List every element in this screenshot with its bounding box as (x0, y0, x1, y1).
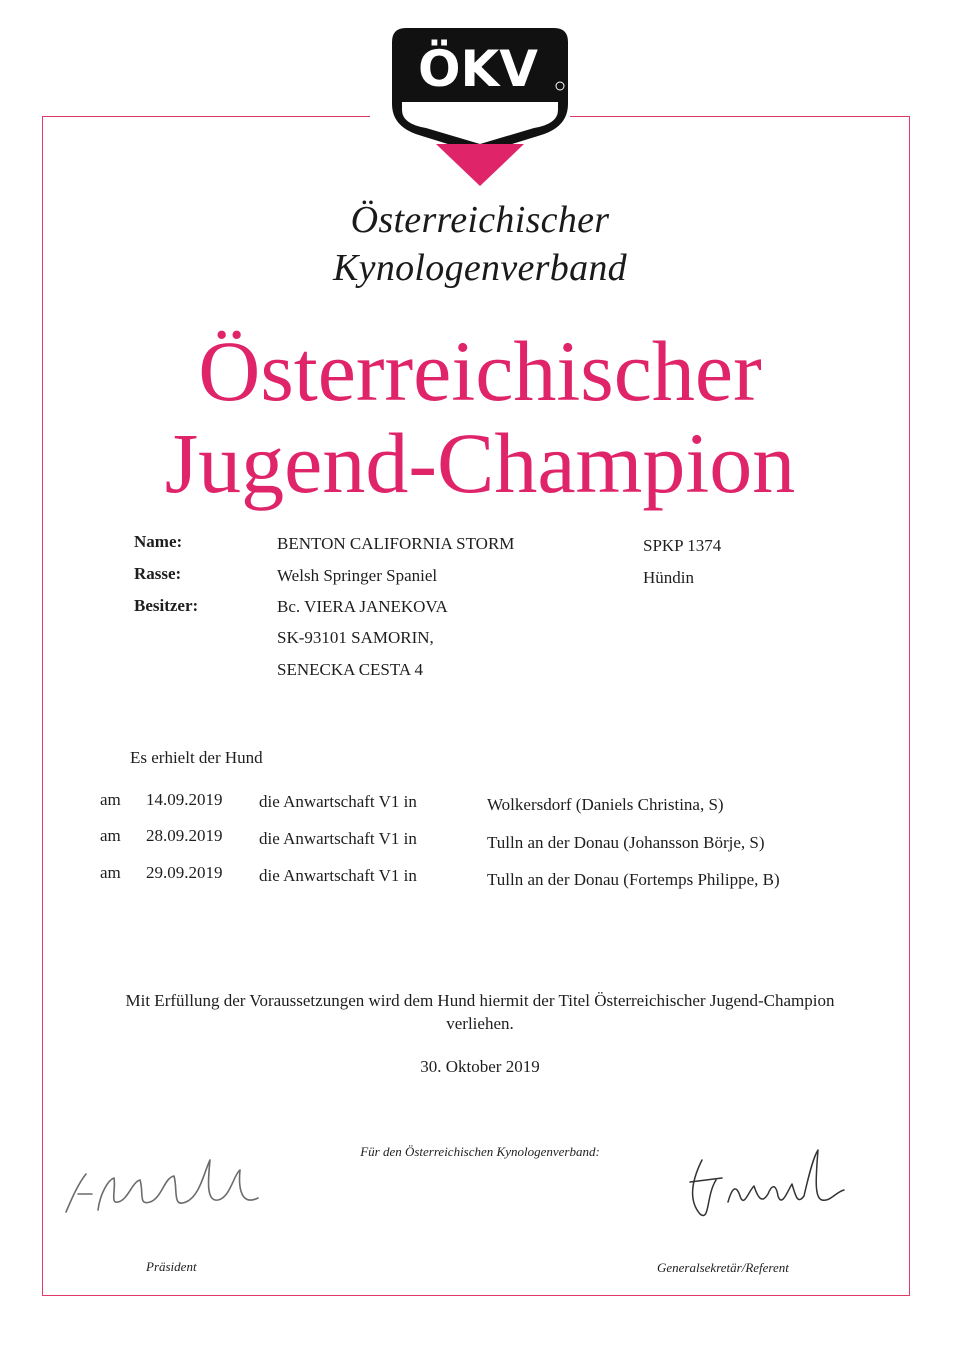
certificate-title-line1: Österreichischer (198, 323, 762, 419)
award-date: 29.09.2019 (146, 863, 223, 882)
secretary-label: Generalsekretär/Referent (657, 1260, 789, 1275)
owner-line: Bc. VIERA JANEKOVA (277, 597, 448, 616)
president-signature (58, 1150, 278, 1230)
closing-text-line2: verliehen. (446, 1014, 514, 1033)
dog-name: BENTON CALIFORNIA STORM (277, 534, 515, 553)
owner-label: Besitzer: (134, 596, 199, 615)
certificate-border (42, 116, 910, 1296)
organization-name-line2: Kynologenverband (333, 247, 627, 289)
okv-logo (388, 24, 572, 190)
name-label: Name: (134, 532, 183, 551)
issue-date: 30. Oktober 2019 (420, 1057, 540, 1076)
award-place: Tulln an der Donau (Johansson Börje, S) (487, 833, 765, 852)
award-place: Tulln an der Donau (Fortemps Philippe, B) (487, 870, 780, 889)
breed-label: Rasse: (134, 564, 182, 583)
award-prefix: am (100, 863, 121, 882)
logo-text: ÖKV (418, 40, 538, 98)
award-text: die Anwartschaft V1 in (259, 866, 417, 885)
certificate-title-line2: Jugend-Champion (164, 415, 796, 511)
award-date: 28.09.2019 (146, 826, 223, 845)
dog-breed: Welsh Springer Spaniel (277, 566, 438, 585)
owner-line: SK-93101 SAMORIN, (277, 628, 434, 647)
president-label: Präsident (146, 1259, 197, 1274)
award-place: Wolkersdorf (Daniels Christina, S) (487, 795, 724, 814)
award-text: die Anwartschaft V1 in (259, 829, 417, 848)
owner-line: SENECKA CESTA 4 (277, 660, 423, 679)
organization-name-line1: Österreichischer (350, 199, 610, 241)
awards-intro: Es erhielt der Hund (130, 748, 263, 767)
award-date: 14.09.2019 (146, 790, 223, 809)
closing-text-line1: Mit Erfüllung der Voraussetzungen wird dem Hund hiermit der Titel Österreichischer Jugend-Champion (125, 991, 835, 1010)
award-prefix: am (100, 826, 121, 845)
award-text: die Anwartschaft V1 in (259, 792, 417, 811)
signature-header: Für den Österreichischen Kynologenverband: (360, 1144, 600, 1159)
secretary-signature (672, 1140, 852, 1230)
award-prefix: am (100, 790, 121, 809)
registration-number: SPKP 1374 (643, 536, 722, 555)
dog-sex: Hündin (643, 568, 694, 587)
